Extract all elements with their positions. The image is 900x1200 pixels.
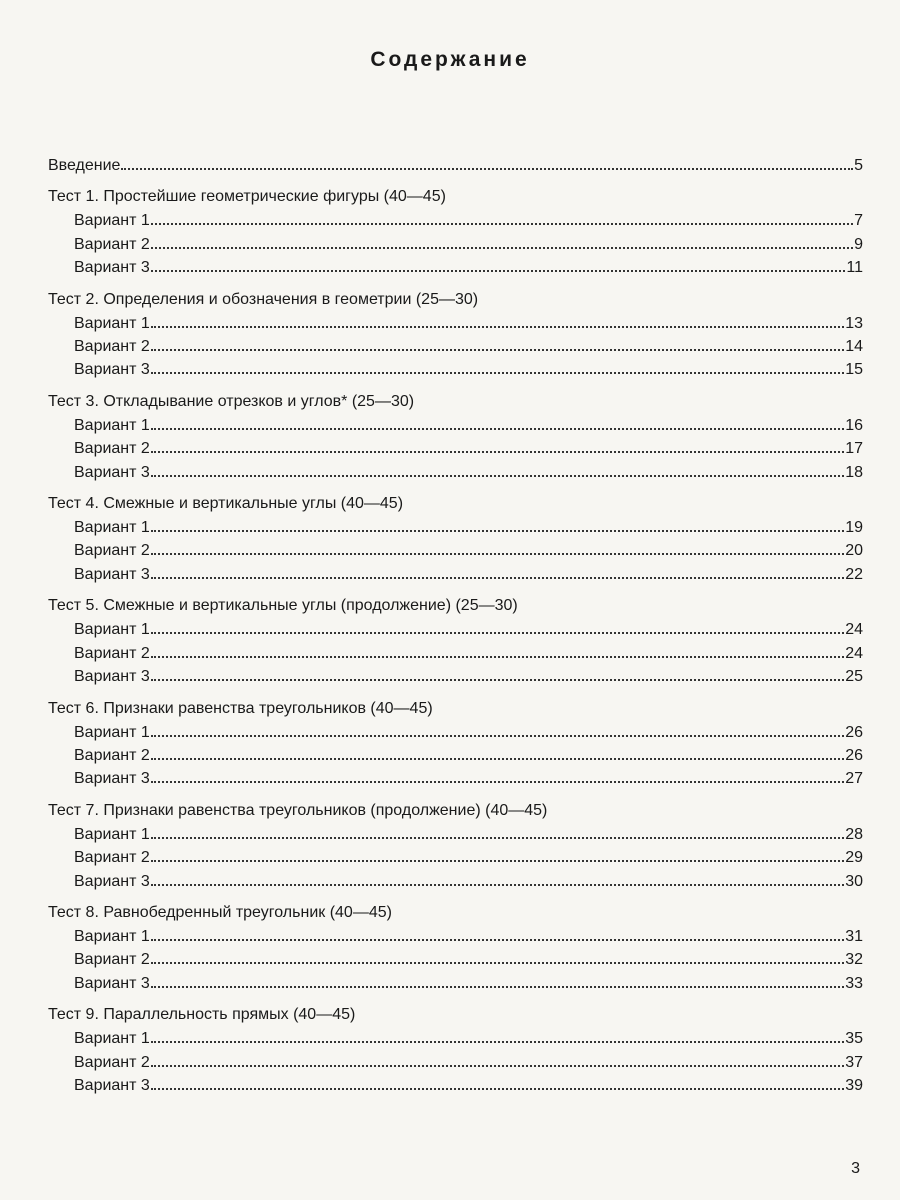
variant-page: 20 (845, 542, 863, 560)
variant-label: Вариант 2 (74, 542, 150, 560)
dot-leader (151, 450, 844, 453)
dot-leader (151, 859, 844, 862)
toc-variant-row (48, 767, 863, 790)
variant-page: 37 (845, 1053, 863, 1071)
variant-label: Вариант 1 (74, 621, 150, 639)
dot-leader (151, 246, 853, 249)
toc-test-1 (48, 185, 863, 279)
toc-variant-row (48, 563, 863, 586)
test-heading: Тест 6. Признаки равенства треугольников (40—45) (48, 699, 433, 717)
variant-label: Вариант 2 (74, 1053, 150, 1071)
test-heading: Тест 7. Признаки равенства треугольников (продолжение) (40—45) (48, 801, 548, 819)
toc-entry-intro (48, 154, 863, 177)
variant-label: Вариант 3 (74, 974, 150, 992)
toc-test-4 (48, 492, 863, 586)
variant-page: 18 (845, 463, 863, 481)
variant-page: 24 (845, 621, 863, 639)
variant-label: Вариант 1 (74, 314, 150, 332)
toc-test-7 (48, 799, 863, 893)
toc-test-2 (48, 288, 863, 382)
dot-leader (151, 1064, 844, 1067)
toc-variant-row (48, 642, 863, 665)
toc-test-6 (48, 697, 863, 791)
dot-leader (151, 552, 844, 555)
variant-label: Вариант 2 (74, 338, 150, 356)
dot-leader (151, 269, 846, 272)
variant-page: 14 (845, 338, 863, 356)
toc-variant-row (48, 414, 863, 437)
variant-page: 35 (845, 1030, 863, 1048)
toc-test-8 (48, 901, 863, 995)
variant-page: 26 (845, 723, 863, 741)
variant-label: Вариант 3 (74, 668, 150, 686)
test-heading: Тест 2. Определения и обозначения в геометрии (25—30) (48, 290, 479, 308)
variant-label: Вариант 2 (74, 235, 150, 253)
test-heading: Тест 3. Откладывание отрезков и углов* (25—30) (48, 392, 415, 410)
variant-page: 30 (845, 872, 863, 890)
toc-variant-row (48, 618, 863, 641)
variant-label: Вариант 1 (74, 723, 150, 741)
toc-variant-row (48, 1051, 863, 1074)
dot-leader (151, 631, 844, 634)
variant-page: 39 (845, 1076, 863, 1094)
toc-variant-row (48, 209, 863, 232)
dot-leader (151, 985, 844, 988)
variant-page: 7 (854, 212, 863, 230)
dot-leader (121, 167, 853, 170)
variant-page: 19 (845, 519, 863, 537)
variant-label: Вариант 3 (74, 259, 150, 277)
toc-variant-row (48, 870, 863, 893)
variant-page: 17 (845, 440, 863, 458)
toc-variant-row (48, 1027, 863, 1050)
variant-label: Вариант 3 (74, 872, 150, 890)
toc-variant-row (48, 233, 863, 256)
toc-variant-row (48, 948, 863, 971)
variant-page: 13 (845, 314, 863, 332)
test-heading: Тест 8. Равнобедренный треугольник (40—45) (48, 903, 392, 921)
variant-label: Вариант 1 (74, 825, 150, 843)
toc-test-9 (48, 1003, 863, 1097)
toc-variant-row (48, 516, 863, 539)
variant-page: 16 (845, 416, 863, 434)
variant-label: Вариант 2 (74, 746, 150, 764)
dot-leader (151, 1040, 844, 1043)
dot-leader (151, 576, 844, 579)
dot-leader (151, 883, 844, 886)
dot-leader (151, 734, 844, 737)
variant-label: Вариант 1 (74, 1030, 150, 1048)
dot-leader (151, 474, 844, 477)
dot-leader (151, 961, 844, 964)
dot-leader (151, 780, 844, 783)
variant-page: 25 (845, 668, 863, 686)
dot-leader (151, 222, 853, 225)
variant-label: Вариант 3 (74, 1076, 150, 1094)
variant-page: 22 (845, 565, 863, 583)
variant-page: 9 (854, 235, 863, 253)
dot-leader (151, 1087, 844, 1090)
dot-leader (151, 427, 844, 430)
toc-variant-row (48, 721, 863, 744)
variant-page: 33 (845, 974, 863, 992)
dot-leader (151, 938, 844, 941)
variant-page: 29 (845, 849, 863, 867)
test-heading: Тест 1. Простейшие геометрические фигуры (40—45) (48, 188, 446, 206)
toc-variant-row (48, 437, 863, 460)
dot-leader (151, 757, 844, 760)
variant-label: Вариант 2 (74, 951, 150, 969)
toc-test-5 (48, 594, 863, 688)
variant-page: 11 (846, 259, 863, 277)
dot-leader (151, 678, 844, 681)
variant-page: 31 (845, 927, 863, 945)
toc-variant-row (48, 744, 863, 767)
toc-variant-row (48, 972, 863, 995)
toc-entry-label: Введение (48, 157, 121, 174)
toc-entry-page: 5 (854, 157, 863, 174)
dot-leader (151, 325, 844, 328)
dot-leader (151, 836, 844, 839)
variant-label: Вариант 1 (74, 519, 150, 537)
variant-page: 32 (845, 951, 863, 969)
variant-label: Вариант 3 (74, 463, 150, 481)
toc-variant-row (48, 539, 863, 562)
toc-variant-row (48, 925, 863, 948)
variant-page: 24 (845, 644, 863, 662)
toc-variant-row (48, 461, 863, 484)
variant-page: 27 (845, 770, 863, 788)
test-heading: Тест 4. Смежные и вертикальные углы (40—45) (48, 495, 404, 513)
toc-variant-row (48, 823, 863, 846)
dot-leader (151, 529, 844, 532)
toc-test-3 (48, 390, 863, 484)
variant-label: Вариант 2 (74, 644, 150, 662)
dot-leader (151, 655, 844, 658)
toc-variant-row (48, 312, 863, 335)
toc-variant-row (48, 1074, 863, 1097)
toc-variant-row (48, 665, 863, 688)
toc-variant-row (48, 358, 863, 381)
variant-page: 15 (845, 361, 863, 379)
toc-variant-row (48, 335, 863, 358)
toc-variant-row (48, 846, 863, 869)
variant-label: Вариант 2 (74, 849, 150, 867)
variant-label: Вариант 3 (74, 361, 150, 379)
toc-variant-row (48, 256, 863, 279)
variant-label: Вариант 3 (74, 770, 150, 788)
variant-label: Вариант 2 (74, 440, 150, 458)
page-title: Содержание (370, 48, 530, 71)
variant-label: Вариант 1 (74, 212, 150, 230)
test-heading: Тест 5. Смежные и вертикальные углы (продолжение) (25—30) (48, 597, 518, 615)
variant-page: 26 (845, 746, 863, 764)
variant-label: Вариант 1 (74, 416, 150, 434)
dot-leader (151, 371, 844, 374)
table-of-contents (48, 154, 863, 1103)
variant-label: Вариант 1 (74, 927, 150, 945)
test-heading: Тест 9. Параллельность прямых (40—45) (48, 1006, 356, 1024)
variant-label: Вариант 3 (74, 565, 150, 583)
dot-leader (151, 348, 844, 351)
variant-page: 28 (845, 825, 863, 843)
page-number: 3 (851, 1160, 860, 1177)
